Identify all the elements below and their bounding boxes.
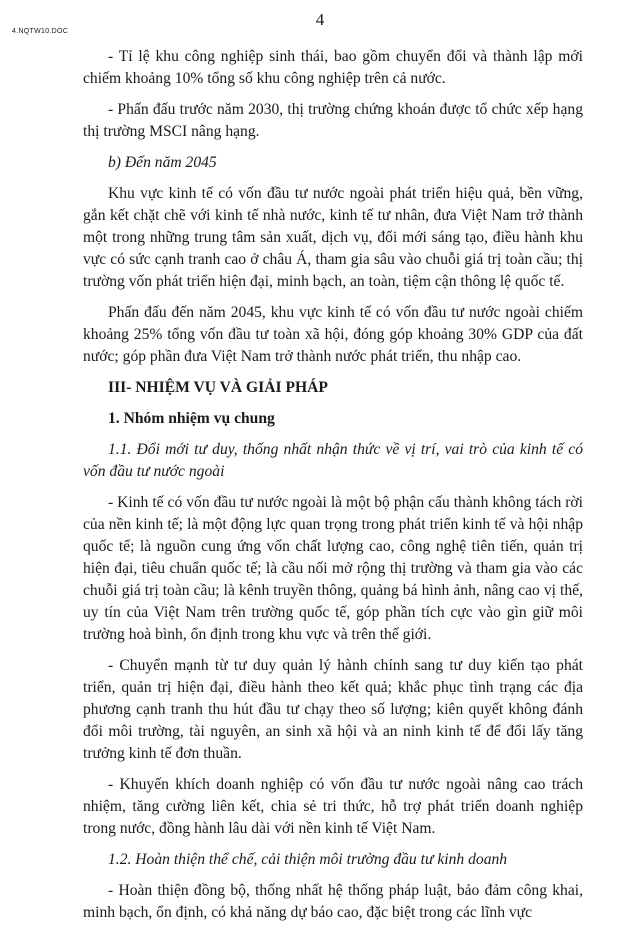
paragraph-legal-system: - Hoàn thiện đồng bộ, thống nhất hệ thống pháp luật, bảo đảm công khai, minh bạch, ổn định, có khả năng dự báo cao, đặc biệt trong các lĩnh vực bbox=[83, 882, 583, 921]
paragraph-fdi-role: - Kinh tế có vốn đầu tư nước ngoài là một bộ phận cấu thành không tách rời của nền kinh tế; là một động lực quan trọng trong phát triển kinh tế và hội nhập quốc tế; là nguồn cung ứng vốn chất lượng cao, công nghệ tiên tiến, quản trị hiện đại, tiêu chuẩn quốc tế; là cầu nối mở rộng thị trường và tham gia vào các chuỗi giá trị toàn cầu; là kênh truyền thông, quảng bá hình ảnh, nâng cao vị thế, uy tín của Việt Nam trên trường quốc tế, góp phần tích cực vào gìn giữ môi trường hoà bình, ổn định trong khu vực và trên thế giới. bbox=[83, 494, 583, 643]
subsection-heading-general-tasks: 1. Nhóm nhiệm vụ chung bbox=[108, 410, 275, 427]
paragraph-target-2045: Phấn đấu đến năm 2045, khu vực kinh tế có vốn đầu tư nước ngoài chiếm khoảng 25% tổng vốn đầu tư toàn xã hội, đóng góp khoảng 30% GDP của đất nước; góp phần đưa Việt Nam trở thành nước phát triển, thu nhập cao. bbox=[83, 304, 583, 365]
paragraph-encourage-enterprises: - Khuyến khích doanh nghiệp có vốn đầu tư nước ngoài nâng cao trách nhiệm, tăng cường liên kết, chia sẻ tri thức, hỗ trợ phát triển doanh nghiệp trong nước, đồng hành lâu dài với nền kinh tế Việt Nam. bbox=[83, 776, 583, 837]
paragraph-shift-mindset: - Chuyển mạnh từ tư duy quản lý hành chính sang tư duy kiến tạo phát triển, quản trị hiện đại, điều hành theo kết quả; khắc phục tình trạng các địa phương cạnh tranh thu hút đầu tư chạy theo số lượng; kiên quyết không đánh đổi môi trường, tài nguyên, an sinh xã hội và an ninh kinh tế để đổi lấy tăng trưởng kinh tế đơn thuần. bbox=[83, 657, 583, 762]
subheading-1-1: 1.1. Đổi mới tư duy, thống nhất nhận thức về vị trí, vai trò của kinh tế có vốn đầu tư nước ngoài bbox=[83, 441, 583, 480]
page-number: 4 bbox=[315, 10, 325, 29]
document-body bbox=[83, 46, 583, 933]
subheading-1-2: 1.2. Hoàn thiện thể chế, cải thiện môi trường đầu tư kinh doanh bbox=[108, 851, 508, 868]
paragraph-eco-industrial-parks: - Tỉ lệ khu công nghiệp sinh thái, bao gồm chuyển đổi và thành lập mới chiếm khoảng 10% tổng số khu công nghiệp trên cả nước. bbox=[83, 48, 583, 87]
section-heading-tasks-solutions: III- NHIỆM VỤ VÀ GIẢI PHÁP bbox=[108, 379, 328, 396]
paragraph-stock-market-msci: - Phấn đấu trước năm 2030, thị trường chứng khoán được tổ chức xếp hạng thị trường MSCI nâng hạng. bbox=[83, 101, 583, 140]
paragraph-fdi-sector-2045: Khu vực kinh tế có vốn đầu tư nước ngoài phát triển hiệu quả, bền vững, gắn kết chặt chẽ với kinh tế nhà nước, kinh tế tư nhân, đưa Việt Nam trở thành một trong những trung tâm sản xuất, dịch vụ, đổi mới sáng tạo, điều hành khu vực có sức cạnh tranh cao ở châu Á, tham gia sâu vào chuỗi giá trị toàn cầu; thị trường vốn phát triển hiện đại, minh bạch, an toàn, tiệm cận thông lệ quốc tế. bbox=[83, 185, 583, 290]
subheading-by-2045: b) Đến năm 2045 bbox=[108, 154, 217, 171]
document-code: 4.NQTW10.DOC bbox=[12, 28, 69, 35]
